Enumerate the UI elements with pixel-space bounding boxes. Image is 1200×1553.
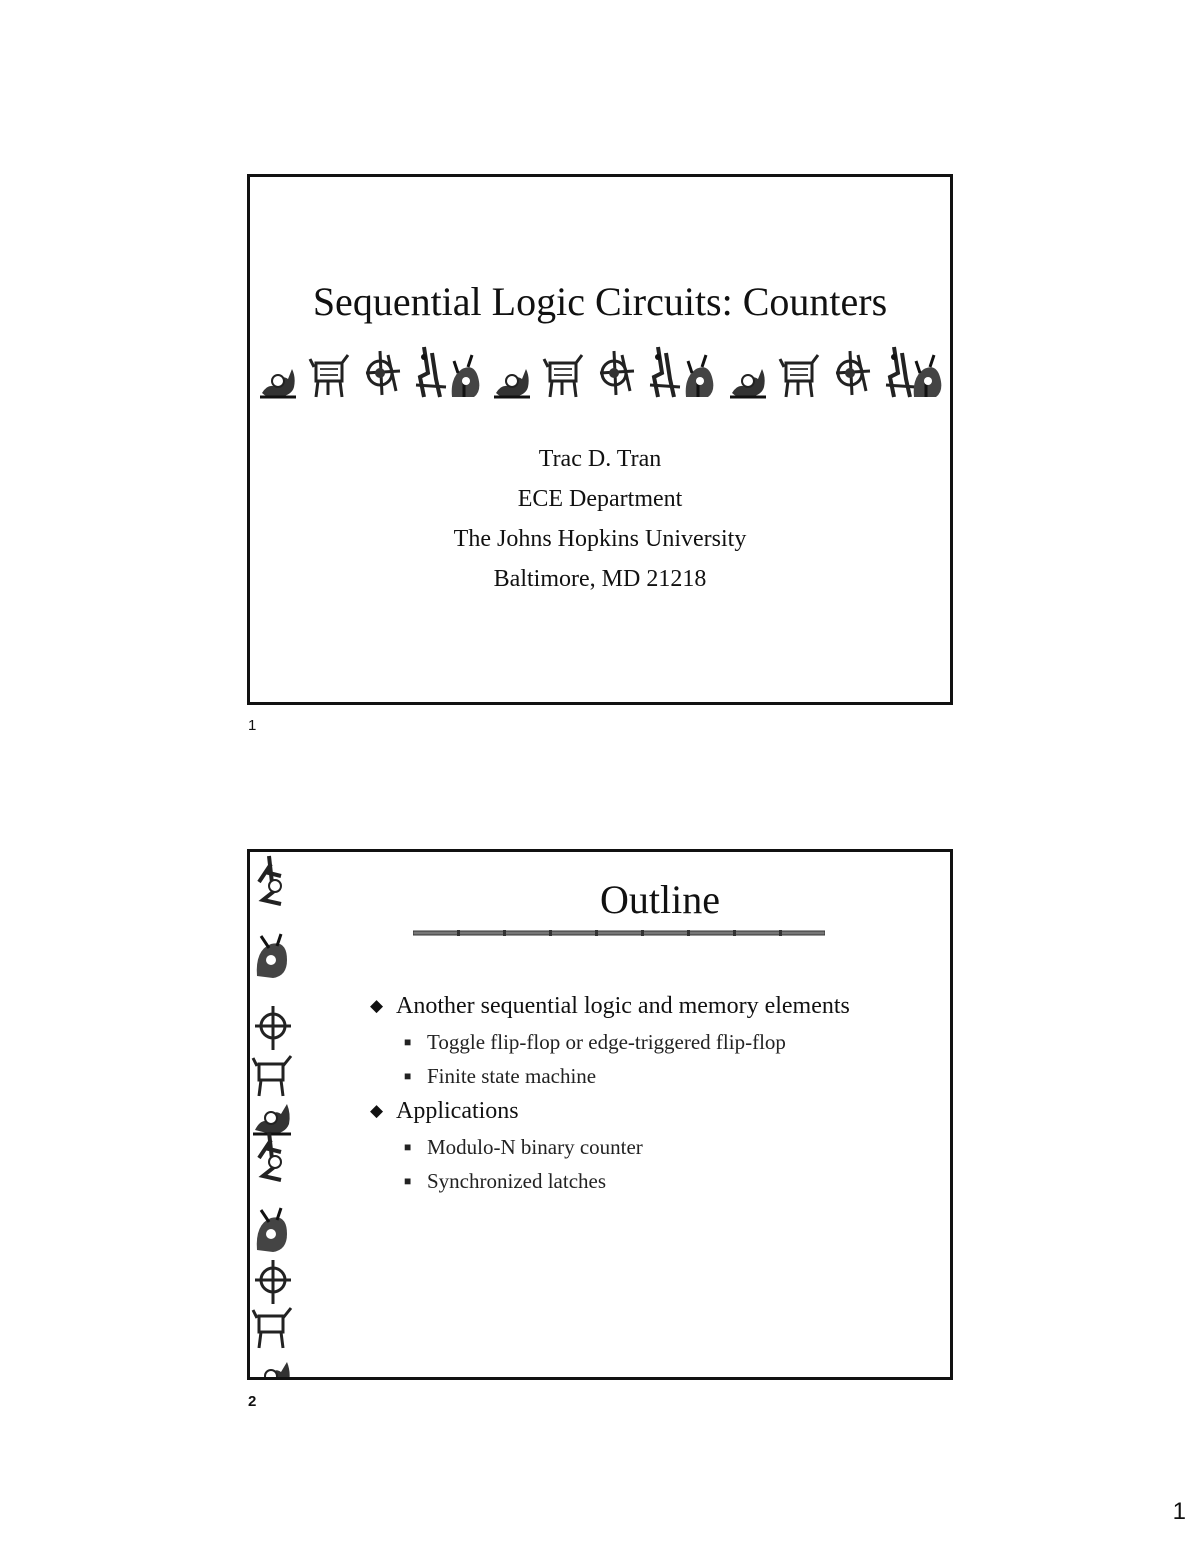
- list-item: ■ Finite state machine: [368, 1059, 948, 1093]
- title-underline: [413, 929, 825, 937]
- list-item: ■ Synchronized latches: [368, 1164, 948, 1198]
- author-block: [250, 439, 950, 599]
- slide-title: Sequential Logic Circuits: Counters: [312, 279, 888, 324]
- ornate-figure-icon-column: [251, 852, 295, 1380]
- list-item: ■ Toggle flip-flop or edge-triggered flip-flop: [368, 1025, 948, 1059]
- slide-number: 2: [248, 1393, 257, 1410]
- author-university: The Johns Hopkins University: [453, 526, 747, 552]
- author-name: Trac D. Tran: [538, 446, 662, 472]
- slide-1: [247, 174, 953, 705]
- list-item: ◆ Another sequential logic and memory elements: [368, 988, 948, 1024]
- slide-2: [247, 849, 953, 1380]
- diamond-bullet-icon: ◆: [370, 996, 384, 1015]
- author-address: Baltimore, MD 21218: [493, 566, 707, 592]
- square-bullet-icon: ■: [404, 1174, 412, 1188]
- list-item: ■ Modulo-N binary counter: [368, 1130, 948, 1164]
- outline-list: [368, 988, 948, 1198]
- square-bullet-icon: ■: [404, 1069, 412, 1083]
- author-department: ECE Department: [517, 486, 683, 512]
- diamond-bullet-icon: ◆: [370, 1101, 384, 1120]
- ornate-figure-icon-row: [258, 343, 944, 403]
- page-number: 1: [1172, 1498, 1186, 1525]
- square-bullet-icon: ■: [404, 1140, 412, 1154]
- list-item: ◆ Applications: [368, 1093, 948, 1129]
- slide-number: 1: [248, 717, 257, 734]
- square-bullet-icon: ■: [404, 1035, 412, 1049]
- slide-title: Outline: [600, 877, 720, 922]
